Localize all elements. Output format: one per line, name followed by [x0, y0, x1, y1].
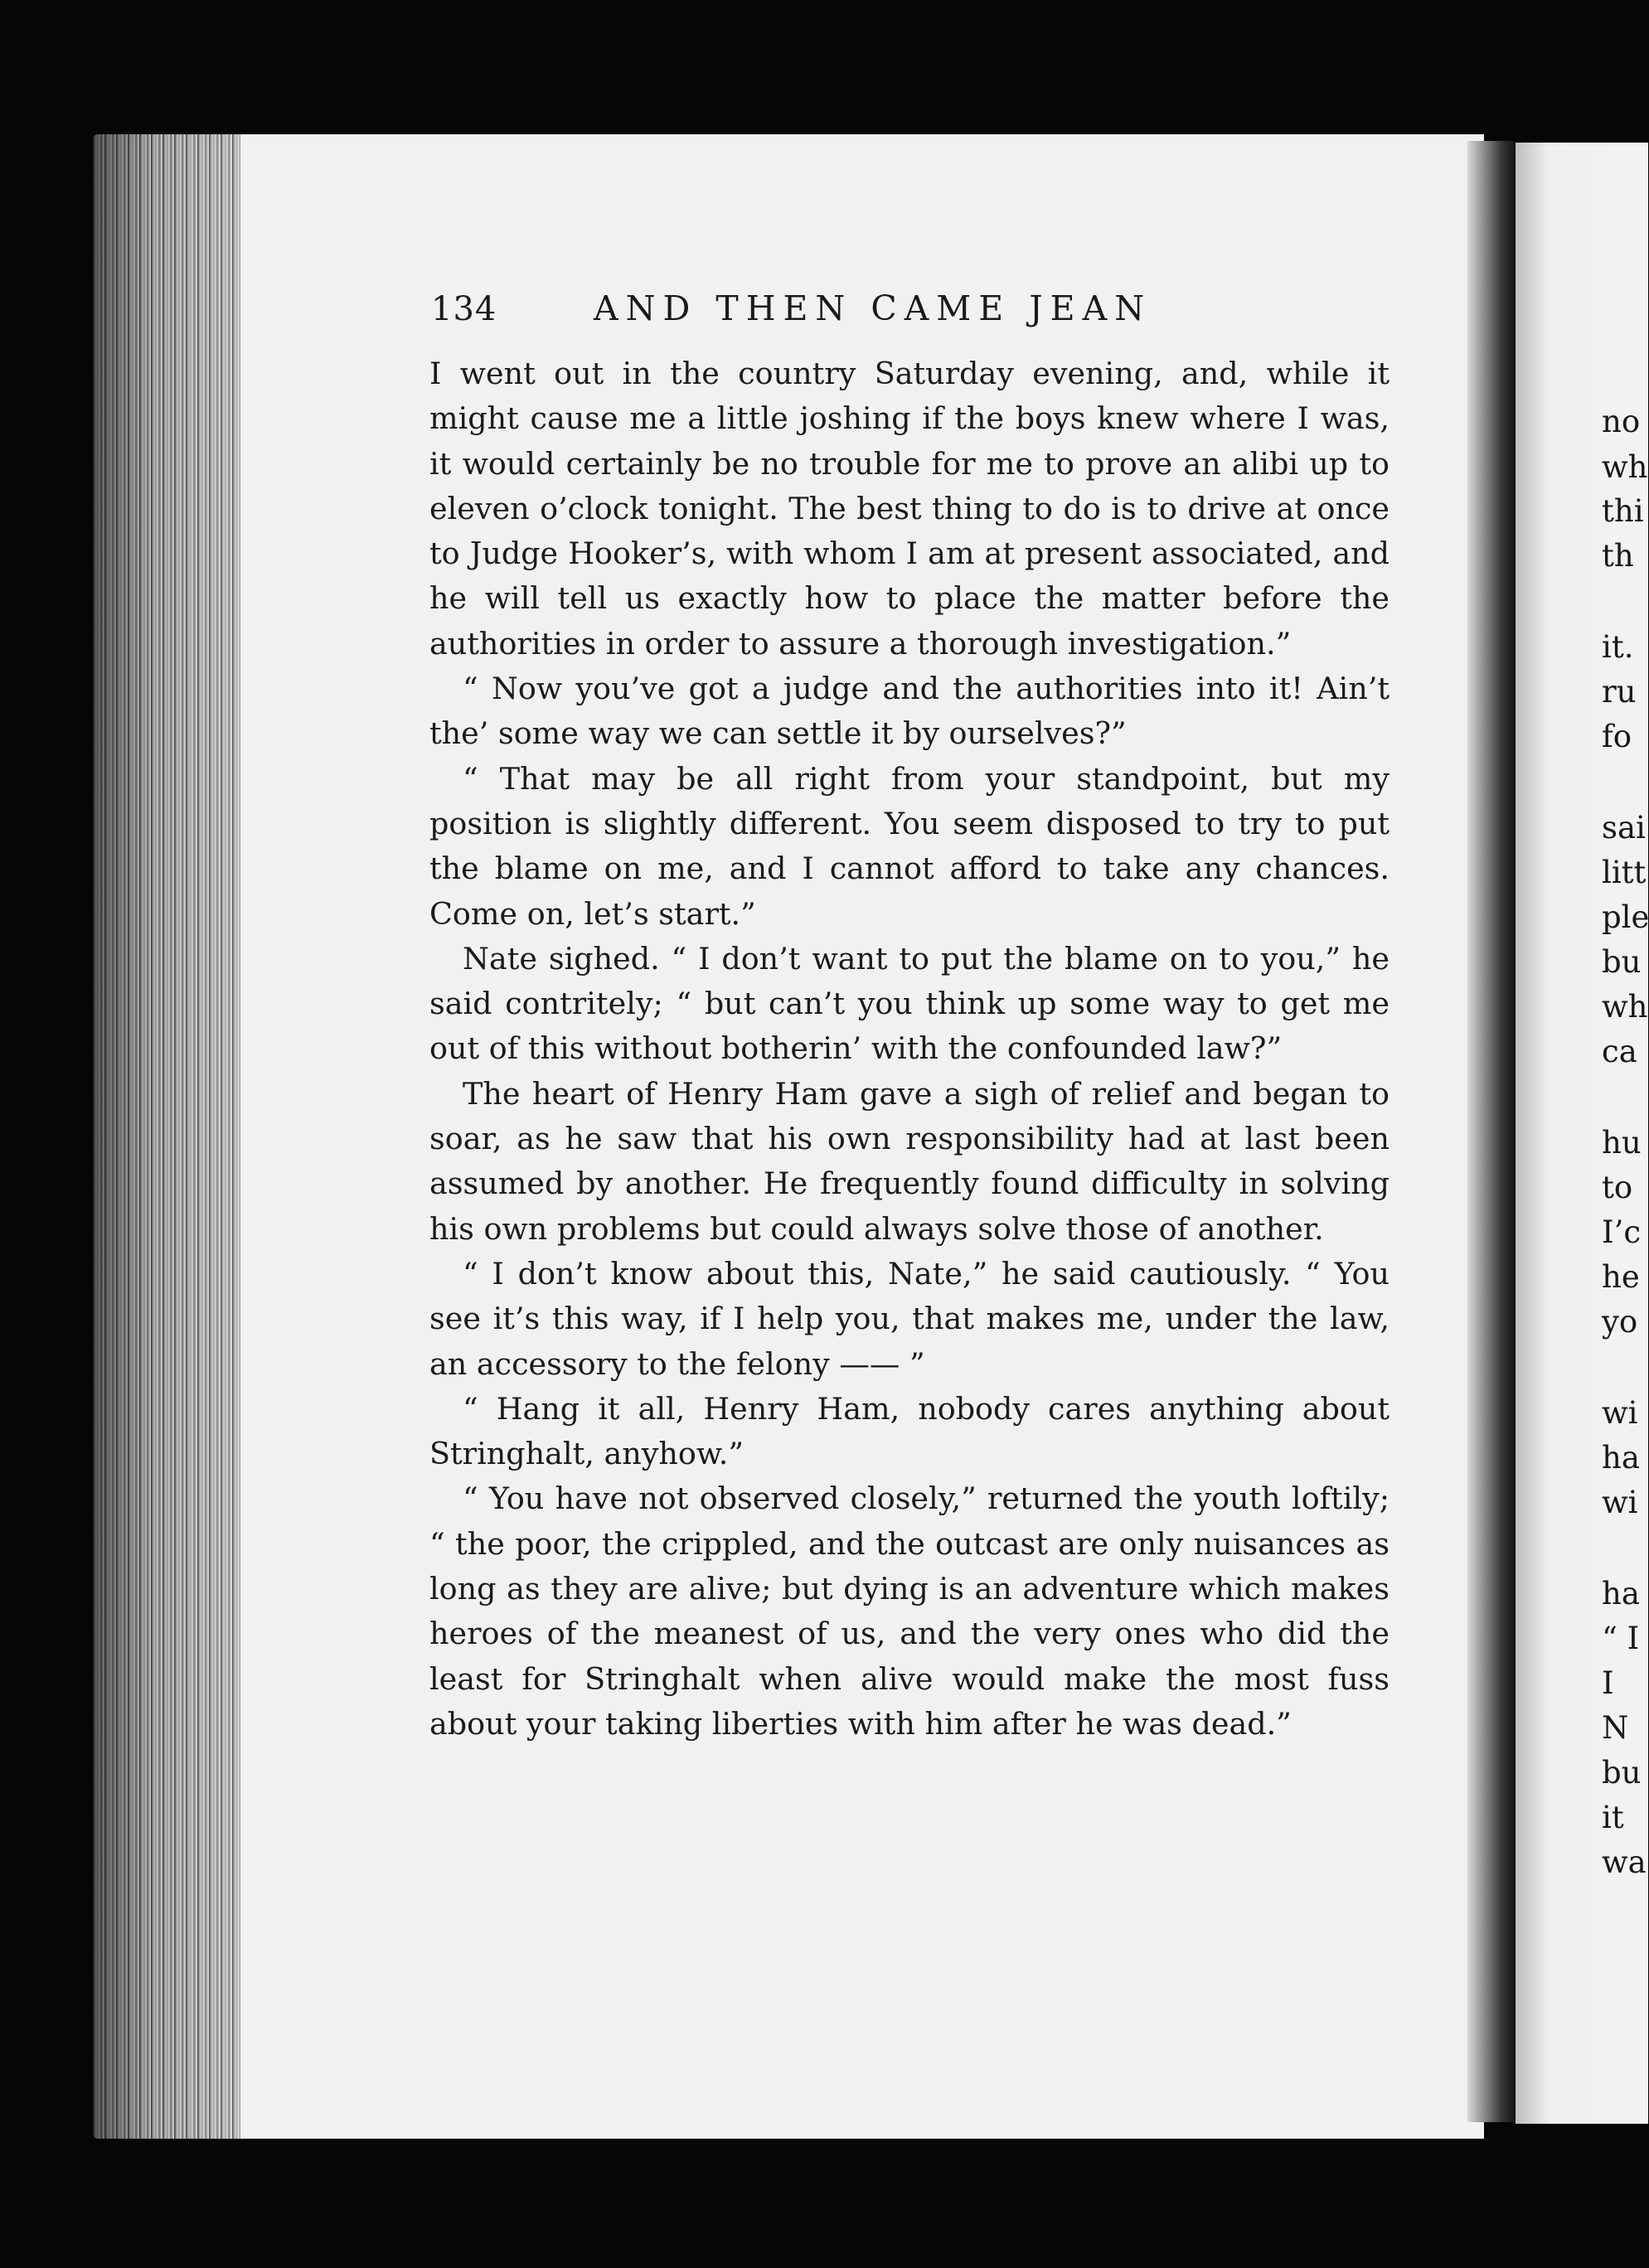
- paragraph: “ Hang it all, Henry Ham, nobody cares anything about Stringhalt, anyhow.”: [429, 1390, 1390, 1472]
- facing-line-fragment: bu: [1602, 1755, 1642, 1791]
- facing-line-fragment: ca: [1602, 1034, 1637, 1069]
- paragraph: “ You have not observed closely,” returned the youth loftily; “ the poor, the crippled, and the outcast are only nuisances as long as they are alive; but dying is an adventure which makes heroes of the meanest of us, and the very ones who did the least for Stringhalt when alive would make the most fuss about your taking liberties with him after he was dead.”: [429, 1480, 1390, 1742]
- facing-line-fragment: “ I: [1602, 1621, 1640, 1656]
- facing-line-fragment: th: [1602, 538, 1634, 574]
- facing-line-fragment: ru: [1602, 674, 1637, 710]
- facing-line-fragment: he: [1602, 1259, 1640, 1295]
- facing-line-fragment: N: [1602, 1710, 1629, 1746]
- paragraph: Nate sighed. “ I don’t want to put the blame on to you,” he said contritely; “ but can’t you think up some way to get me out of this without botherin’ with the confounded law?”: [429, 940, 1390, 1067]
- facing-line-fragment: I: [1602, 1665, 1614, 1701]
- paragraph: I went out in the country Saturday evening, and, while it might cause me a little joshing if the boys knew where I was, it would certainly be no trouble for me to prove an alibi up to eleven o’clock tonight. The best thing to do is to drive at once to Judge Hooker’s, with whom I am at present associated, and he will tell us exactly how to place the matter before the authorities in order to assure a thorough investigation.”: [429, 356, 1390, 662]
- book-gutter: [1467, 141, 1516, 2122]
- paragraph: “ I don’t know about this, Nate,” he said cautiously. “ You see it’s this way, if I help you, that makes me, under the law, an accessory to the felony —— ”: [429, 1255, 1390, 1382]
- facing-line-fragment: ha: [1602, 1440, 1640, 1476]
- facing-line-fragment: bu: [1602, 944, 1642, 980]
- facing-line-fragment: to: [1602, 1170, 1633, 1205]
- paragraph: “ Now you’ve got a judge and the authorities into it! Ain’t the’ some way we can settle it by ourselves?”: [429, 671, 1390, 752]
- facing-line-fragment: wh: [1602, 989, 1648, 1025]
- facing-line-fragment: wh: [1602, 449, 1648, 485]
- running-head: AND THEN CAME JEAN: [594, 288, 1152, 328]
- facing-line-fragment: it.: [1602, 629, 1634, 665]
- facing-line-fragment: yo: [1602, 1304, 1638, 1340]
- page-body: [429, 351, 1390, 1747]
- facing-line-fragment: litt: [1602, 855, 1647, 890]
- facing-line-fragment: fo: [1602, 719, 1632, 754]
- page-header: [431, 290, 1393, 340]
- facing-line-fragment: sai: [1602, 810, 1646, 846]
- paragraph: The heart of Henry Ham gave a sigh of relief and began to soar, as he saw that his own responsibility had at last been assumed by another. He frequently found difficulty in solving his own problems but could always solve those of another.: [429, 1075, 1390, 1247]
- facing-line-fragment: wi: [1602, 1395, 1638, 1431]
- facing-line-fragment: ple: [1602, 899, 1649, 935]
- page-edges: [93, 134, 240, 2139]
- facing-line-fragment: no: [1602, 404, 1641, 439]
- facing-line-fragment: it: [1602, 1800, 1624, 1835]
- facing-line-fragment: wi: [1602, 1485, 1638, 1520]
- facing-line-fragment: thi: [1602, 493, 1644, 529]
- paragraph: “ That may be all right from your standpoint, but my position is slightly different. You seem disposed to try to put the blame on me, and I cannot afford to take any chances. Come on, let’s start.”: [429, 760, 1390, 932]
- facing-line-fragment: ha: [1602, 1576, 1640, 1611]
- facing-line-fragment: hu: [1602, 1125, 1642, 1161]
- page-number: 134: [431, 290, 497, 328]
- facing-line-fragment: wa: [1602, 1844, 1647, 1880]
- facing-line-fragment: I’c: [1602, 1214, 1642, 1250]
